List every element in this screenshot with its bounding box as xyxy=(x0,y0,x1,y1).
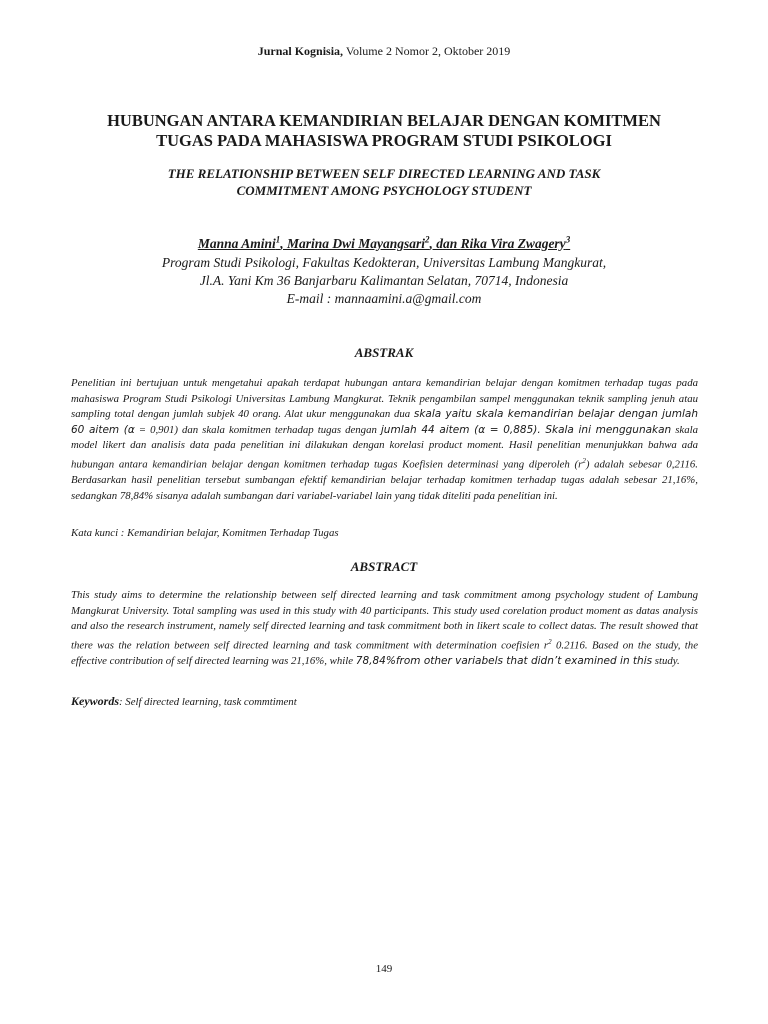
title-indonesian xyxy=(60,111,708,151)
author-sep-2: , dan xyxy=(429,235,461,251)
author-names xyxy=(198,236,570,251)
author-sep-1: , xyxy=(280,235,287,251)
author-list xyxy=(0,234,768,252)
keywords-label: Keywords xyxy=(71,694,119,708)
title-english xyxy=(80,165,688,199)
abstrak-sup: 2 xyxy=(582,456,586,465)
affiliation-line2: Jl.A. Yani Km 36 Banjarbaru Kalimantan Selatan, 70714, Indonesia xyxy=(199,273,569,288)
abstract-handwritten: 78,84%from other variabels that didn’t examined in this xyxy=(355,654,653,667)
keywords-text: : Self directed learning, task commtiment xyxy=(119,696,297,708)
abstract-sup: 2 xyxy=(548,637,552,646)
abstract-heading: ABSTRACT xyxy=(350,559,418,574)
author-email: E-mail : mannaamini.a@gmail.com xyxy=(286,291,482,306)
author-1-sup: 1 xyxy=(275,234,281,244)
abstrak-heading: ABSTRAK xyxy=(354,345,414,360)
abstrak-body xyxy=(71,376,698,504)
abstrak-text-3: skala model likert dan analisis data pada penelitian ini dilakukan dengan korelasi product moment. Hasil penelitian menunjukkan bahwa ada hubungan antara kemandirian belajar dengan komitmen terhadap tugas Koefisien determinasi yang diperoleh (r xyxy=(71,423,698,471)
abstract-body xyxy=(71,588,698,670)
title-en-line2: COMMITMENT AMONG PSYCHOLOGY STUDENT xyxy=(236,183,532,198)
abstrak-handwritten-2: jumlah 44 aitem (α = 0,885). Skala ini menggunakan xyxy=(380,423,672,436)
journal-header xyxy=(0,44,768,59)
keywords-line xyxy=(71,694,698,709)
author-3-sup: 3 xyxy=(565,234,571,244)
title-id-line2: TUGAS PADA MAHASISWA PROGRAM STUDI PSIKOLOGI xyxy=(156,131,612,150)
abstrak-text-1: Penelitian ini bertujuan untuk mengetahui apakah terdapat hubungan antara kemandirian belajar dengan komitmen terhadap tugas pada mahasiswa Program Studi Psikologi Universitas Lambung Mangkurat. Teknik pengambilan sampel menggunakan teknik sampling jenuh atau sampling total dengan jumlah subjek 40 orang. Alat ukur menggunakan dua xyxy=(71,377,698,421)
kata-kunci: Kata kunci : Kemandirian belajar, Komitmen Terhadap Tugas xyxy=(71,527,339,539)
author-2-sup: 2 xyxy=(425,234,430,244)
author-2: Marina Dwi Mayangsari xyxy=(286,235,426,251)
page-number: 149 xyxy=(375,963,393,975)
author-3: Rika Vira Zwagery xyxy=(460,235,566,251)
abstrak-text-4: ) adalah sebesar 0,2116. Berdasarkan hasil penelitian tersebut sumbangan efektif kemandirian belajar terhadap komitmen terhadap tugas adalah sebesar 21,16%, sedangkan 78,84% sisanya adalah sumbangan dari variabel-variabel lain yang tidak diteliti pada penelitian ini. xyxy=(71,458,698,502)
abstract-text-2: 0.2116. Based on the study, the effective contribution of self directed learning was 21,16%, while xyxy=(71,639,698,667)
affiliation xyxy=(0,254,768,308)
journal-volume: Volume 2 Nomor 2, Oktober 2019 xyxy=(343,44,511,58)
title-en-line1: THE RELATIONSHIP BETWEEN SELF DIRECTED LEARNING AND TASK xyxy=(167,166,601,181)
abstrak-handwritten-1: skala yaitu skala kemandirian belajar dengan jumlah 60 aitem (α xyxy=(71,408,698,436)
affiliation-line1: Program Studi Psikologi, Fakultas Kedokteran, Universitas Lambung Mangkurat, xyxy=(161,255,607,270)
author-1: Manna Amini xyxy=(197,235,276,251)
title-id-line1: HUBUNGAN ANTARA KEMANDIRIAN BELAJAR DENGAN KOMITMEN xyxy=(107,111,661,130)
abstract-text-3: study. xyxy=(652,654,680,667)
abstract-text-1: This study aims to determine the relationship between self directed learning and task commitment among psychology student of Lambung Mangkurat University. Total sampling was used in this study with 40 participants. This study used corelation product moment as datas analysis and also the research instrument, namely self directed learning and task commitment both in likert scale to collect datas. The result showed that there was the relation between self directed learning and task commitment with determination coefisien r xyxy=(71,589,698,652)
abstrak-text-2: = 0,901) dan skala komitmen terhadap tugas dengan xyxy=(134,423,377,436)
journal-name: Jurnal Kognisia, xyxy=(257,44,344,58)
